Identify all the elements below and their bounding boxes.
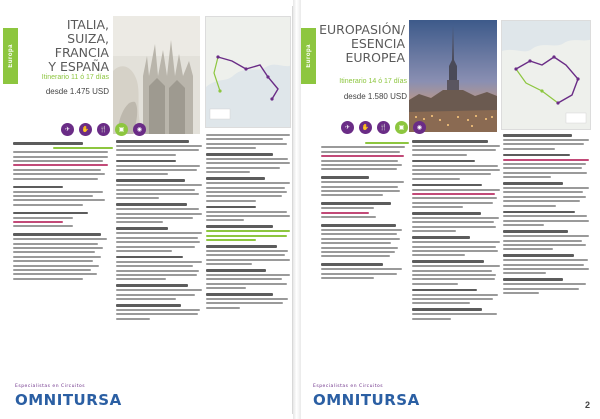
mano-icon: ✋ <box>79 123 92 136</box>
left-tour-title: ITALIA, SUIZA, FRANCIA Y ESPAÑA <box>48 17 109 74</box>
right-price: desde 1.580 USD <box>343 92 407 101</box>
guia-icon: ◉ <box>413 121 426 134</box>
left-region-tab: Europa <box>3 28 18 84</box>
page-number: 2 <box>584 400 590 410</box>
cubiertos-icon: 🍴 <box>377 121 390 134</box>
turin-skyline-photo <box>409 20 497 132</box>
left-itinerary-col-1 <box>116 140 202 322</box>
right-omnitursa-logo: Especialistas en Circuitos OMNITURSA <box>313 384 420 409</box>
cubiertos-icon: 🍴 <box>97 123 110 136</box>
left-price: desde 1.475 USD <box>45 87 109 96</box>
right-page <box>301 6 594 414</box>
left-price-table <box>13 142 113 282</box>
right-route-map <box>501 20 591 130</box>
right-itinerary-col-2 <box>503 134 589 296</box>
book-gutter <box>293 0 301 419</box>
left-itinerary-col-2 <box>206 134 290 311</box>
left-omnitursa-logo: Especialistas en Circuitos OMNITURSA <box>15 384 122 409</box>
right-itinerary-col-1 <box>412 140 500 322</box>
avion-icon: ✈ <box>341 121 354 134</box>
left-feature-icons <box>61 123 146 136</box>
right-duration: Itinerario 14 ó 17 días <box>339 78 407 85</box>
right-feature-icons <box>341 121 426 134</box>
right-price-table <box>321 142 409 281</box>
right-tour-title: EUROPASIÓN/ ESENCIA EUROPEA <box>319 22 405 65</box>
autobus-icon: ▣ <box>395 121 408 134</box>
milan-cathedral-photo <box>113 16 200 134</box>
guia-icon: ◉ <box>133 123 146 136</box>
autobus-icon: ▣ <box>115 123 128 136</box>
avion-icon: ✈ <box>61 123 74 136</box>
mano-icon: ✋ <box>359 121 372 134</box>
left-duration: Itinerario 11 ó 17 días <box>41 74 109 81</box>
left-page <box>3 6 293 414</box>
left-route-map <box>205 16 291 128</box>
right-region-tab: Europa <box>301 28 316 84</box>
